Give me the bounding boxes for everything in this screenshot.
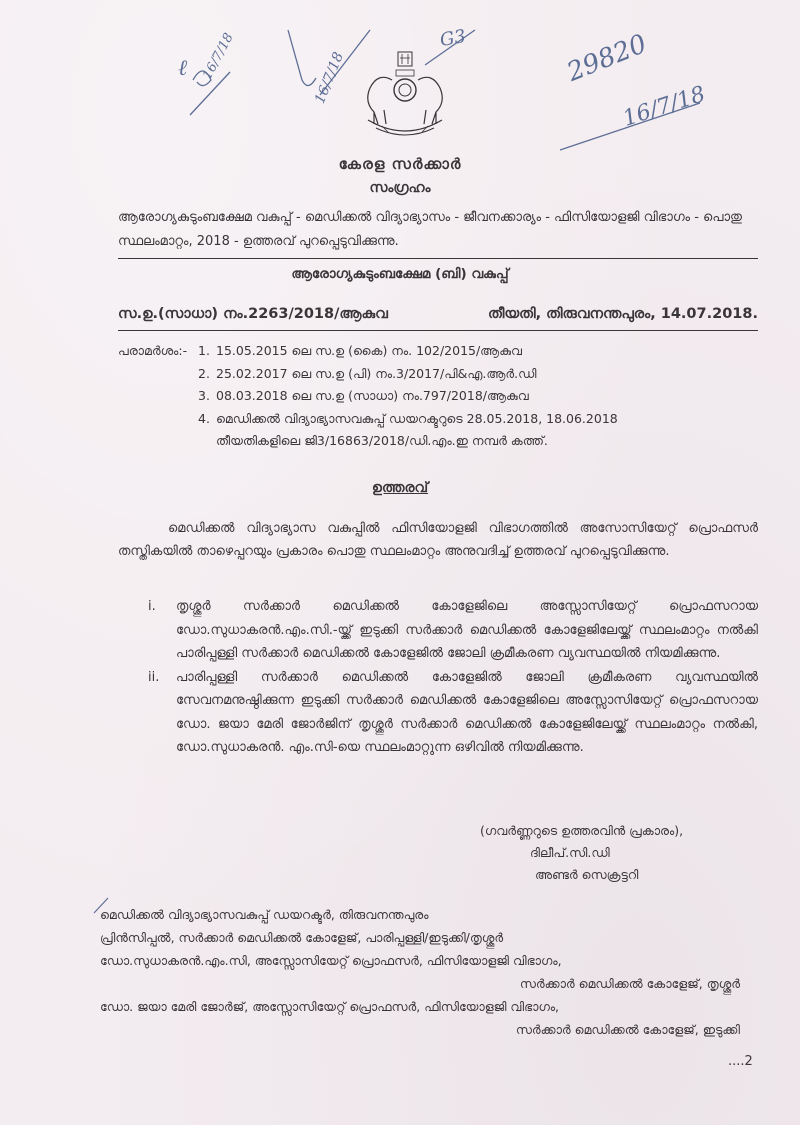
summary-label: സംഗ്രഹം: [369, 180, 431, 196]
signature-authority: (ഗവർണ്ണറുടെ ഉത്തരവിൻ പ്രകാരം),: [480, 823, 684, 838]
copy-recipient: പ്രിൻസിപ്പൽ, സർക്കാർ മെഡിക്കൽ കോളേജ്, പാരിപ്പള്ളി/ഇടുക്കി/തൃശ്ശൂർ: [100, 930, 504, 945]
scan-edge: [0, 1125, 800, 1131]
copy-recipient-line2: സർക്കാർ മെഡിക്കൽ കോളേജ്, തൃശ്ശൂർ: [519, 976, 740, 991]
references-label: പരാമർശം:-: [118, 343, 188, 358]
order-item: [148, 595, 758, 666]
handwritten-inward-date: 16/7/18: [620, 81, 709, 132]
signature-block: [480, 820, 683, 886]
handwritten-inward-number: 29820: [563, 29, 651, 88]
copy-recipient-line2: സർക്കാർ മെഡിക്കൽ കോളേജ്, ഇടുക്കി: [515, 1022, 740, 1037]
divider-top: [118, 258, 758, 259]
order-number: സ.ഉ.(സാധാ) നം.2263/2018/ആകുവ: [118, 306, 388, 322]
references-list: [118, 340, 618, 453]
kerala-emblem-icon: [362, 50, 448, 142]
order-item: [148, 666, 758, 760]
copy-to-list: [100, 903, 760, 1041]
signatory-designation: അണ്ടർ സെക്രട്ടറി: [535, 867, 639, 882]
divider-order-ref: [118, 330, 758, 331]
copy-recipient: ഡോ.സുധാകരൻ.എം.സി, അസ്സോസിയേറ്റ് പ്രൊഫസർ, ഫിസിയോളജി വിഭാഗം,: [100, 953, 562, 968]
handwritten-mark-g3: G3: [438, 25, 468, 52]
copy-recipient: മെഡിക്കൽ വിദ്യാഭ്യാസവകുപ്പ് ഡയറക്ടർ, തിരുവനന്തപുരം: [100, 907, 429, 922]
order-reference-row: [118, 306, 758, 322]
handwritten-date-center: 16/7/18: [312, 49, 348, 106]
copy-recipient: ഡോ. ജയാ മേരി ജോർജ്, അസ്സോസിയേറ്റ് പ്രൊഫസർ, ഫിസിയോളജി വിഭാഗം,: [100, 999, 560, 1014]
order-intro: മെഡിക്കൽ വിദ്യാഭ്യാസ വകുപ്പിൽ ഫിസിയോളജി വിഭാഗത്തിൽ അസോസിയേറ്റ് പ്രൊഫസർ തസ്തികയിൽ താഴെപ്പറയും പ്രകാരം പൊതു സ്ഥലംമാറ്റം അനുവദിച്ച് ഉത്തരവ് പുറപ്പെടുവിക്കുന്നു.: [118, 521, 758, 559]
order-date-place: തീയതി, തിരുവനന്തപുരം, 14.07.2018.: [487, 306, 758, 322]
government-title: കേരള സർക്കാർ: [338, 155, 462, 173]
order-item-mark: i.: [148, 599, 156, 614]
handwritten-stroke-left: [185, 60, 245, 120]
order-heading: ഉത്തരവ്: [371, 480, 429, 496]
subject-text: ആരോഗ്യകുടുംബക്ഷേമ വകുപ്പ് - മെഡിക്കൽ വിദ്യാഭ്യാസം - ജീവനക്കാര്യം - ഫിസിയോളജി വിഭാഗം - പൊതു സ്ഥലംമാറ്റം, 2018 - ഉത്തരവ് പുറപ്പെടുവിക്കുന്നു.: [118, 210, 742, 249]
reference-item-continuation: തീയതികളിലെ ജി3/16863/2018/ഡി.എം.ഇ നമ്പർ കത്ത്.: [216, 433, 548, 448]
handwritten-initial-left: ℓ: [178, 56, 188, 81]
reference-item: 4. മെഡിക്കൽ വിദ്യാഭ്യാസവകുപ്പ് ഡയറക്ടറുടെ 28.05.2018, 18.06.2018: [198, 410, 618, 426]
reference-item: പരാമർശം:- 1. 15.05.2015 ലെ സ.ഉ (കൈ) നം. 102/2015/ആകുവ: [118, 340, 618, 363]
reference-item: 3. 08.03.2018 ലെ സ.ഉ (സാധാ) നം.797/2018/ആകുവ: [198, 388, 529, 403]
order-item-text: തൃശ്ശൂർ സർക്കാർ മെഡിക്കൽ കോളേജിലെ അസ്സോസിയേറ്റ് പ്രൊഫസറായ ഡോ.സുധാകരൻ.എം.സി.-യ്ക്ക് ഇടുക്കി സർക്കാർ മെഡിക്കൽ കോളേജിലേയ്ക്ക് സ്ഥലംമാറ്റം നൽകി പാരിപ്പള്ളി സർക്കാർ മെഡിക്കൽ കോളേജിൽ ജോലി ക്രമീകരണ വ്യവസ്ഥയിൽ നിയമിക്കുന്നു.: [176, 599, 758, 661]
order-item-text: പാരിപ്പള്ളി സർക്കാർ മെഡിക്കൽ കോളേജിൽ ജോലി ക്രമീകരണ വ്യവസ്ഥയിൽ സേവനമനുഷ്ഠിക്കുന്ന ഇടുക്കി സർക്കാർ മെഡിക്കൽ കോളേജിലെ അസ്സോസിയേറ്റ് പ്രൊഫസറായ ഡോ. ജയാ മേരി ജോർജിന് തൃശ്ശൂർ സർക്കാർ മെഡിക്കൽ കോളേജിലേയ്ക്ക് സ്ഥലംമാറ്റം നൽകി, ഡോ.സുധാകരൻ. എം.സി-യെ സ്ഥലംമാറ്റുന്ന ഒഴിവിൽ നിയമിക്കുന്നു.: [176, 669, 758, 755]
order-item-mark: ii.: [148, 669, 160, 685]
order-items: [148, 595, 758, 760]
reference-item: 2. 25.02.2017 ലെ സ.ഉ (പി) നം.3/2017/പി&എ.ആർ.ഡി: [198, 365, 537, 381]
page-continuation: ....2: [728, 1054, 753, 1069]
department-name: ആരോഗ്യകുടുംബക്ഷേമ (ബി) വകുപ്പ്: [291, 266, 509, 282]
signatory-name: ദിലീപ്.സി.ഡി: [530, 845, 610, 860]
handwritten-date-left: 16/7/18: [200, 30, 237, 83]
